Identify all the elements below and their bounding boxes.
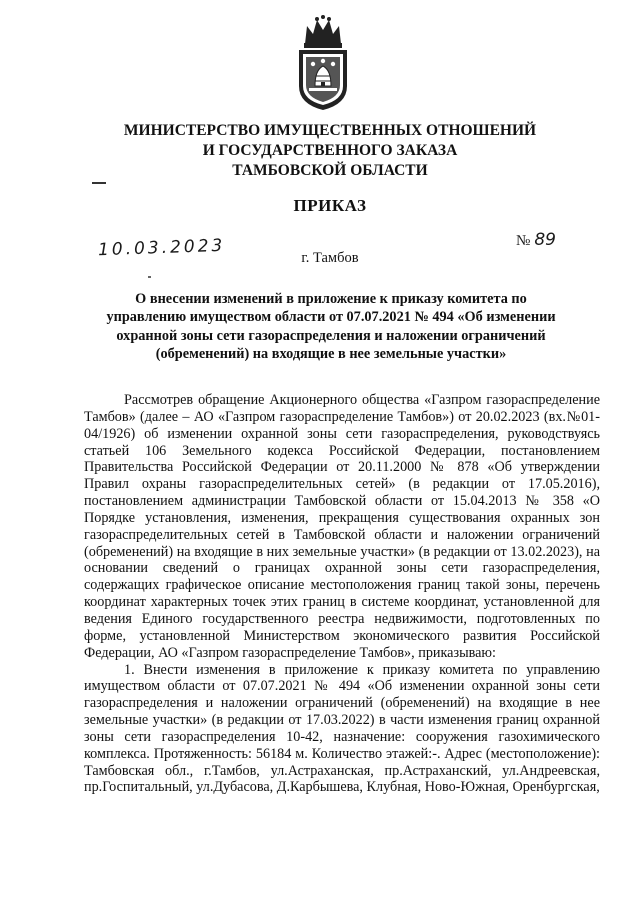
ministry-name-line-3: ТАМБОВСКОЙ ОБЛАСТИ	[232, 162, 428, 179]
city: г. Тамбов	[301, 250, 359, 266]
coat-of-arms-emblem	[293, 14, 353, 112]
paragraph-preamble: Рассмотрев обращение Акционерного общества «Газпром газораспределение Тамбов» (далее – АО «Газпром газораспределение Тамбов») от 20.02.2023 (вх.№01-04/1926) об изменении охранной зоны сети газораспределения, руководствуясь статьей 106 Земельного кодекса Российской Федерации, постановлением Правительства Российской Федерации от 20.11.2000 № 878 «Об утверждении Правил охраны газораспределительных сетей» (в редакции от 17.05.2016), постановлением администрации Тамбовской области от 15.04.2013 № 358 «О Порядке установления, изменения, прекращения существования охранных зон газораспределительных сетей в Тамбовской области и наложении ограничений (обременений) на входящие в них земельные участки» (в редакции от 13.02.2023), на основании сведений о границах охранной зоны сети газораспределения, содержащих графическое описание местоположения границ такой зоны, перечень координат характерных точек этих границ в системе координат, установленной для ведения Единого государственного реестра недвижимости, подготовленных по форме, установленной Министерством экономического развития Российской Федерации, АО «Газпром газораспределение Тамбов», приказываю:	[84, 392, 600, 661]
order-title: О внесении изменений в приложение к приказу комитета по управлению имуществом области от 07.07.2021 № 494 «Об изменении охранной зоны сети газораспределения и наложении ограничений (обременений) на входящие в нее земельные участки»	[106, 291, 556, 363]
order-number	[516, 230, 556, 250]
margin-dot	[148, 276, 151, 278]
ministry-name-line-1: МИНИСТЕРСТВО ИМУЩЕСТВЕННЫХ ОТНОШЕНИЙ	[123, 122, 537, 139]
ministry-name-line-2: И ГОСУДАРСТВЕННОГО ЗАКАЗА	[202, 142, 458, 159]
document-type: ПРИКАЗ	[293, 196, 367, 215]
number-value: 89	[534, 230, 556, 250]
number-label: №	[516, 233, 531, 249]
handwritten-date: 10.03.2023	[97, 235, 226, 261]
margin-mark	[92, 182, 106, 184]
document-body	[84, 392, 600, 796]
paragraph-item-1: 1. Внести изменения в приложение к приказу комитета по управлению имуществом области от 07.07.2021 № 494 «Об изменении охранной зоны сети газораспределения и наложении ограничений (обременений) на входящие в нее земельные участки» (в редакции от 17.03.2022) в части изменения границ охранной зоны сети газораспределения 10-42, назначение: сооружения газохимического комплекса. Протяженность: 56184 м. Количество этажей:-. Адрес (местоположение): Тамбовская обл., г.Тамбов, ул.Астраханская, пр.Астраханский, ул.Андреевская, пр.Госпитальный, ул.Дубасова, Д.Карбышева, Клубная, Ново-Южная, Оренбургская,	[84, 661, 600, 796]
